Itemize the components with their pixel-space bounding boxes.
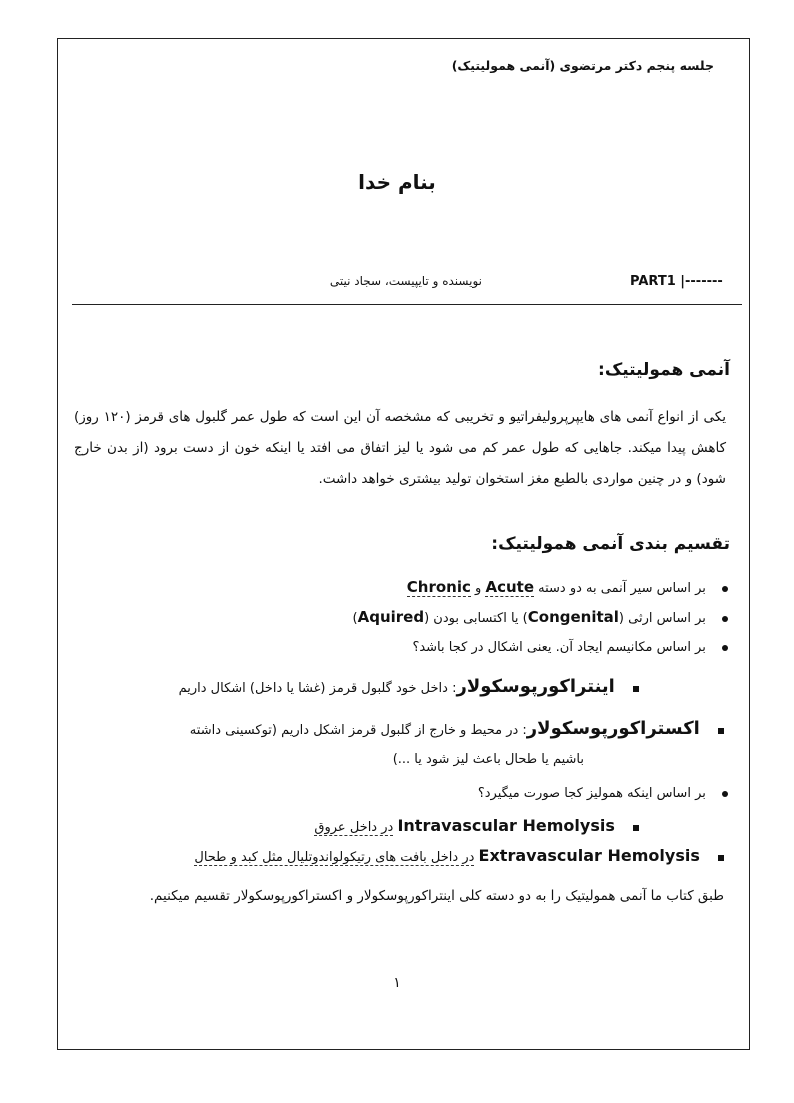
- basmala-heading: بنام خدا: [358, 170, 436, 194]
- page-number: ۱: [393, 975, 401, 991]
- header-divider: [72, 304, 742, 305]
- bullet-mechanism: بر اساس مکانیسم ایجاد آن. یعنی اشکال در کجا باشد؟: [412, 640, 728, 655]
- bullet-icon: [722, 791, 728, 797]
- subbullet-intravascular: Intravascular Hemolysis در داخل عروق: [314, 816, 639, 835]
- subbullet-extracorpuscular: اکستراکورپوسکولار: در محیط و خارج از گلبول قرمز اشکل داریم (توکسینی داشته: [74, 718, 724, 739]
- author-line: نویسنده و تایپیست، سجاد نیتی: [329, 274, 482, 288]
- subbullet-intracorpuscular: اینتراکورپوسکولار: داخل خود گلبول قرمز (غشا یا داخل) اشکال داریم: [179, 676, 639, 697]
- section-heading-classification: تقسیم بندی آنمی همولیتیک:: [491, 534, 730, 554]
- bullet-icon: [722, 616, 728, 622]
- bullet-icon: [722, 645, 728, 651]
- summary-sentence: طبق کتاب ما آنمی همولیتیک را به دو دسته کلی اینتراکورپوسکولار و اکستراکورپوسکولار تقسیم میکنیم.: [149, 888, 724, 904]
- bullet-location: بر اساس اینکه همولیز کجا صورت میگیرد؟: [478, 786, 728, 801]
- square-bullet-icon: [633, 686, 639, 692]
- intro-paragraph: یکی از انواع آنمی های هایپرپرولیفراتیو و تخریبی که مشخصه آن این است که طول عمر گلبول های قرمز (۱۲۰ روز) کاهش پیدا میکند. جاهایی که طول عمر کم می شود یا لیز اتفاق می افتد یا اینکه خون از دست برود (از بدن خارج شود) و در چنین مواردی بالطبع مغز استخوان تولید بیشتری خواهد داشت.: [74, 409, 726, 487]
- term-chronic: Chronic: [406, 578, 471, 596]
- session-title: جلسه پنجم دکتر مرتضوی (آنمی همولیتیک): [451, 58, 714, 73]
- bullet-course: بر اساس سیر آنمی به دو دسته Acute و Chronic: [407, 578, 728, 596]
- square-bullet-icon: [633, 825, 639, 831]
- square-bullet-icon: [718, 855, 724, 861]
- subbullet-extracorpuscular-cont: باشیم یا طحال باعث لیز شود یا ...): [392, 752, 584, 767]
- term-congenital: Congenital: [527, 608, 619, 626]
- bullet-inheritance: بر اساس ارثی (Congenital) یا اکتسابی بودن (Aquired): [353, 608, 728, 626]
- section-heading-hemolytic-anemia: آنمی همولیتیک:: [598, 360, 730, 380]
- part-label: PART1 |-------: [630, 274, 723, 289]
- square-bullet-icon: [718, 728, 724, 734]
- term-acute: Acute: [485, 578, 534, 596]
- subbullet-extravascular: Extravascular Hemolysis در داخل بافت های رتیکولواندوتلیال مثل کبد و طحال: [194, 846, 724, 865]
- bullet-icon: [722, 586, 728, 592]
- term-aquired: Aquired: [357, 608, 425, 626]
